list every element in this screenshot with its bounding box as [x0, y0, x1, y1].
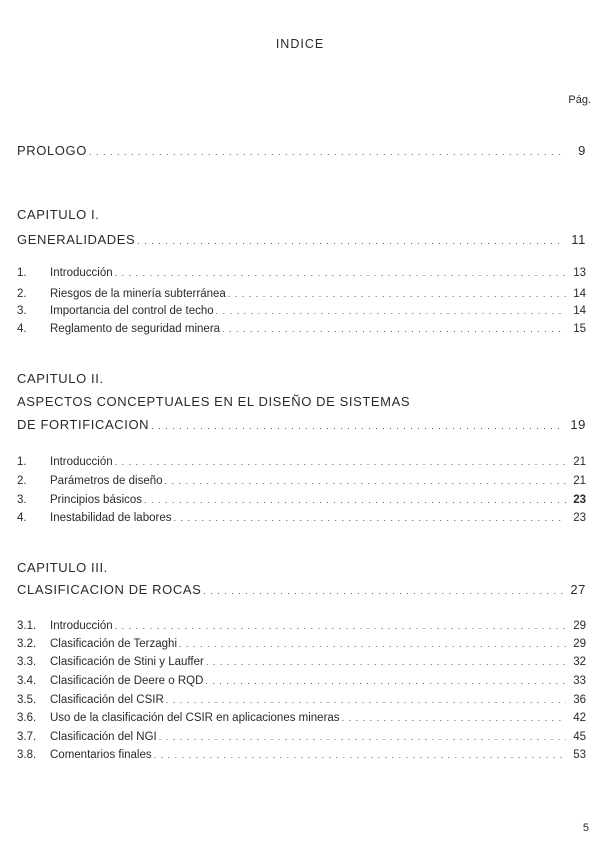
toc-entry[interactable] [17, 694, 586, 710]
toc-entry[interactable] [17, 456, 586, 472]
toc-entry[interactable] [17, 305, 586, 321]
toc-entry[interactable] [17, 638, 586, 654]
toc-entry-chapter-3[interactable] [17, 582, 586, 598]
toc-entry-chapter-1[interactable] [17, 232, 586, 248]
entry-label: Clasificación de Stini y Lauffer [50, 656, 204, 668]
entry-label: GENERALIDADES [17, 232, 136, 247]
entry-page: 29 [573, 638, 586, 650]
entry-page: 19 [570, 417, 586, 432]
entry-number: 1. [17, 456, 27, 468]
entry-page: 53 [573, 749, 586, 761]
dot-leader [205, 675, 566, 687]
dot-leader [173, 512, 566, 524]
toc-entry[interactable] [17, 656, 586, 672]
toc-entry[interactable] [17, 267, 586, 283]
toc-entry[interactable] [17, 475, 586, 491]
entry-page: 14 [573, 305, 586, 317]
entry-number: 3.7. [17, 731, 37, 743]
dot-leader [203, 582, 564, 597]
dot-leader [89, 143, 566, 158]
dot-leader [206, 656, 566, 668]
dot-leader [179, 638, 566, 650]
entry-label: Uso de la clasificación del CSIR en aplicaciones mineras [50, 712, 340, 724]
entry-number: 3.5. [17, 694, 37, 706]
entry-label: Riesgos de la minería subterránea [50, 288, 226, 300]
entry-number: 2. [17, 288, 27, 300]
entry-page: 14 [573, 288, 586, 300]
toc-entry[interactable] [17, 288, 586, 304]
toc-entry[interactable] [17, 512, 586, 528]
entry-page: 42 [573, 712, 586, 724]
entry-number: 3.8. [17, 749, 37, 761]
entry-label: Clasificación de Deere o RQD [50, 675, 204, 687]
page-number: 5 [582, 822, 589, 834]
index-title: INDICE [275, 37, 325, 51]
entry-label: Introducción [50, 620, 113, 632]
toc-entry[interactable] [17, 749, 586, 765]
entry-number: 2. [17, 475, 27, 487]
entry-page: 9 [578, 143, 586, 158]
chapter-heading: CAPITULO I. [17, 207, 100, 222]
toc-entry[interactable] [17, 494, 586, 510]
toc-entry[interactable] [17, 731, 586, 747]
toc-entry-prologo[interactable] [17, 143, 586, 159]
entry-page: 13 [573, 267, 586, 279]
toc-entry[interactable] [17, 620, 586, 636]
entry-page: 33 [573, 675, 586, 687]
entry-page: 21 [573, 456, 586, 468]
entry-label: DE FORTIFICACION [17, 417, 150, 432]
dot-leader [222, 323, 566, 335]
dot-leader [154, 749, 566, 761]
dot-leader [166, 694, 566, 706]
entry-page: 21 [573, 475, 586, 487]
dot-leader [228, 288, 566, 300]
entry-label: Parámetros de diseño [50, 475, 163, 487]
chapter-heading: CAPITULO III. [17, 560, 108, 575]
entry-label: Introducción [50, 456, 113, 468]
entry-page: 27 [570, 582, 586, 597]
toc-entry[interactable] [17, 323, 586, 339]
entry-label: Principios básicos [50, 494, 143, 506]
entry-number: 3.2. [17, 638, 37, 650]
entry-label: CLASIFICACION DE ROCAS [17, 582, 202, 597]
entry-number: 3. [17, 305, 27, 317]
dot-leader [115, 456, 566, 468]
entry-label: Comentarios finales [50, 749, 152, 761]
toc-entry[interactable] [17, 675, 586, 691]
dot-leader [137, 232, 565, 247]
entry-page: 45 [573, 731, 586, 743]
dot-leader [144, 494, 566, 506]
dot-leader [165, 475, 566, 487]
entry-page: 15 [573, 323, 586, 335]
dot-leader [342, 712, 566, 724]
entry-label: Reglamento de seguridad minera [50, 323, 221, 335]
entry-label: Importancia del control de techo [50, 305, 214, 317]
toc-entry-chapter-2[interactable] [17, 417, 586, 433]
chapter-title-line: ASPECTOS CONCEPTUALES EN EL DISEÑO DE SISTEMAS [17, 394, 411, 409]
entry-label: Clasificación del CSIR [50, 694, 164, 706]
entry-page: 11 [571, 232, 586, 247]
entry-label: PROLOGO [17, 143, 87, 158]
entry-number: 3.6. [17, 712, 37, 724]
entry-page: 36 [573, 694, 586, 706]
entry-number: 4. [17, 323, 27, 335]
toc-entry[interactable] [17, 712, 586, 728]
entry-number: 3.1. [17, 620, 37, 632]
dot-leader [115, 620, 566, 632]
entry-label: Clasificación del NGI [50, 731, 157, 743]
entry-number: 1. [17, 267, 27, 279]
dot-leader [115, 267, 566, 279]
dot-leader [159, 731, 566, 743]
entry-number: 4. [17, 512, 27, 524]
entry-number: 3.4. [17, 675, 37, 687]
entry-number: 3. [17, 494, 27, 506]
entry-label: Clasificación de Terzaghi [50, 638, 177, 650]
entry-number: 3.3. [17, 656, 37, 668]
chapter-heading: CAPITULO II. [17, 371, 104, 386]
dot-leader [151, 417, 564, 432]
entry-label: Introducción [50, 267, 113, 279]
dot-leader [216, 305, 566, 317]
entry-label: Inestabilidad de labores [50, 512, 172, 524]
entry-page: 32 [573, 656, 586, 668]
page-column-header: Pág. [568, 94, 591, 106]
entry-page: 23 [573, 512, 586, 524]
entry-page: 29 [573, 620, 586, 632]
entry-page: 23 [573, 494, 586, 506]
